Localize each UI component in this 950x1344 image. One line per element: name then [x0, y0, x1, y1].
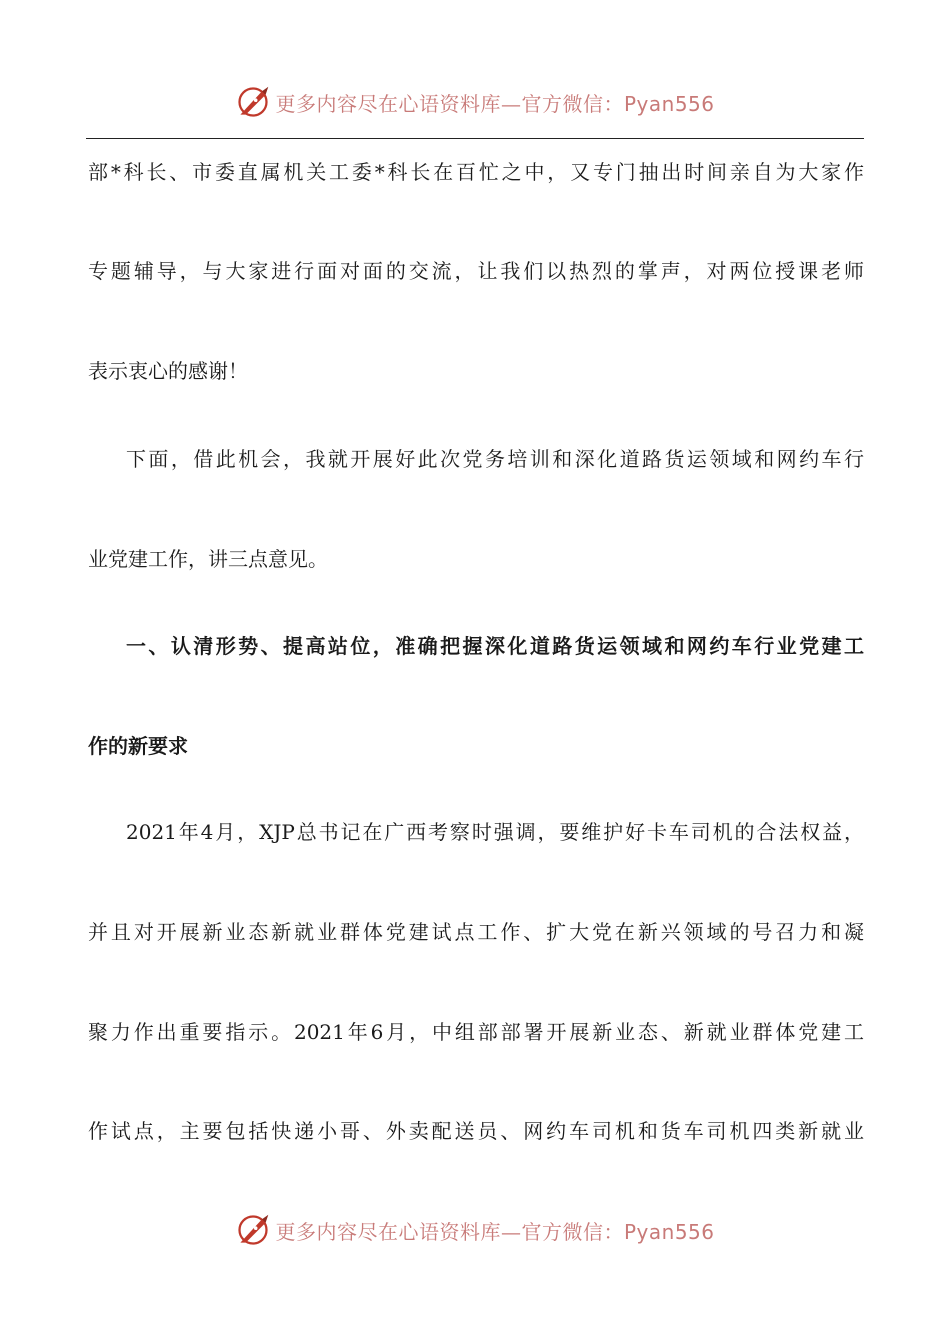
- quill-logo-icon: [235, 84, 271, 120]
- header-banner: [0, 82, 950, 122]
- header-divider: [86, 138, 864, 139]
- paragraph-start-line: 下面，借此机会，我就开展好此次党务培训和深化道路货运领域和网约车行: [126, 447, 864, 471]
- section-heading-line: 作的新要求: [88, 734, 188, 758]
- body-line: 业党建工作，讲三点意见。: [88, 547, 328, 571]
- body-line: 作试点，主要包括快递小哥、外卖配送员、网约车司机和货车司机四类新就业: [88, 1119, 864, 1143]
- paragraph-start-line: 2021年4月，XJP总书记在广西考察时强调，要维护好卡车司机的合法权益，: [126, 820, 864, 844]
- quill-logo-icon: [235, 1212, 271, 1248]
- footer-brand-label: 更多内容尽在心语资料库—官方微信：: [275, 1219, 624, 1244]
- body-line: 专题辅导，与大家进行面对面的交流，让我们以热烈的掌声，对两位授课老师: [88, 259, 864, 283]
- footer-brand-text: [275, 1216, 714, 1245]
- header-brand-text: [275, 88, 714, 117]
- header-brand-label: 更多内容尽在心语资料库—官方微信：: [275, 91, 624, 116]
- body-line: 表示衷心的感谢！: [88, 359, 248, 383]
- header-wechat-id: Pyan556: [623, 91, 715, 116]
- body-line: 部*科长、市委直属机关工委*科长在百忙之中，又专门抽出时间亲自为大家作: [88, 160, 864, 184]
- footer-wechat-id: Pyan556: [623, 1219, 715, 1244]
- body-line: 聚力作出重要指示。2021年6月，中组部部署开展新业态、新就业群体党建工: [88, 1020, 864, 1044]
- footer-banner: [0, 1210, 950, 1250]
- section-heading-line: 一、认清形势、提高站位，准确把握深化道路货运领域和网约车行业党建工: [126, 634, 864, 658]
- body-line: 并且对开展新业态新就业群体党建试点工作、扩大党在新兴领域的号召力和凝: [88, 920, 864, 944]
